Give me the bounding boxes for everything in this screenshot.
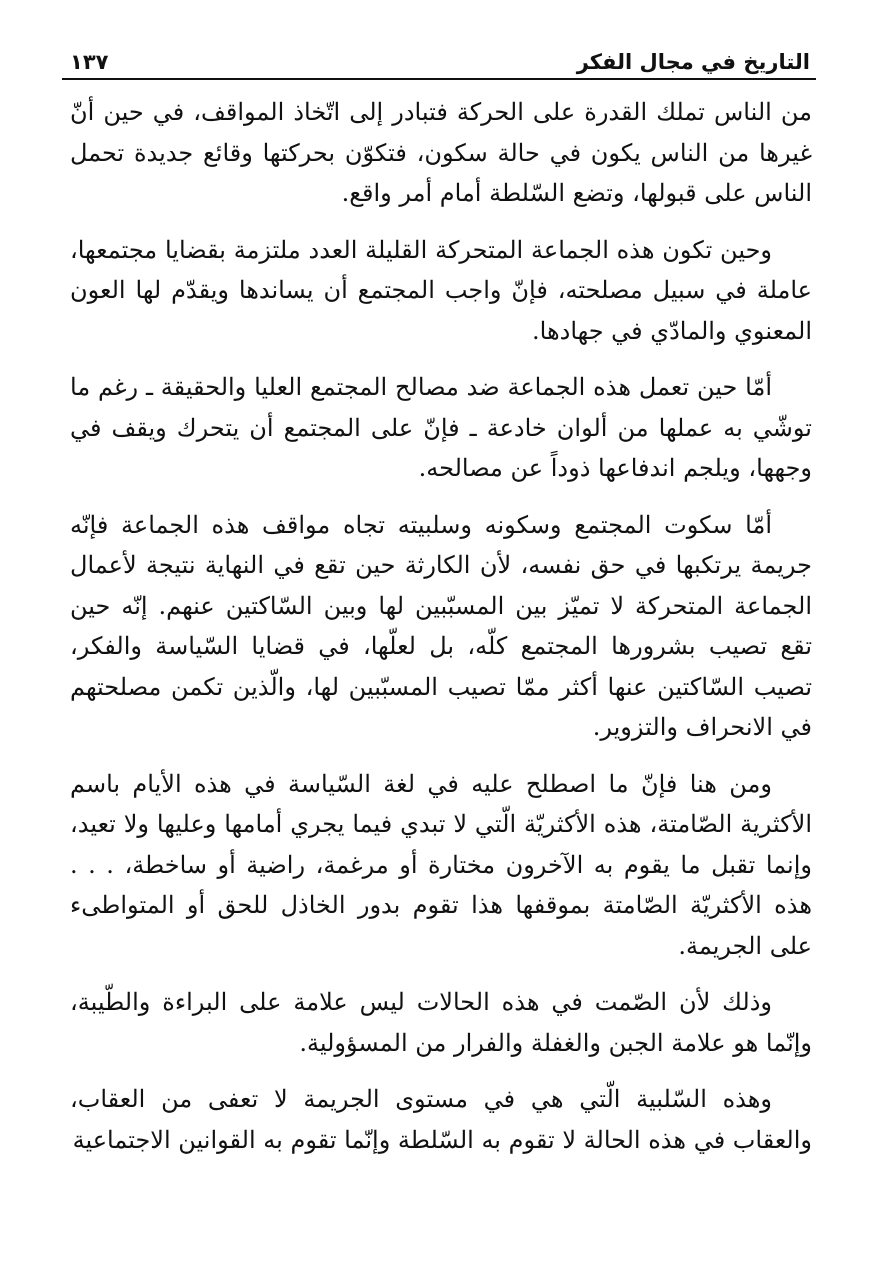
paragraph: وهذه السّلبية الّتي هي في مستوى الجريمة لا تعفى من العقاب، والعقاب في هذه الحالة لا تقوم به السّلطة وإنّما تقوم به القوانين الاجتماعية <box>70 1085 812 1154</box>
paragraph: وحين تكون هذه الجماعة المتحركة القليلة العدد ملتزمة بقضايا مجتمعها، عاملة في سبيل مصلحته، فإنّ واجب المجتمع أن يساندها ويقدّم لها العون المعنوي والمادّي في جهادها. <box>70 235 813 345</box>
running-head <box>70 30 810 74</box>
body-text <box>70 92 812 1176</box>
paragraph: ومن هنا فإنّ ما اصطلح عليه في لغة السّياسة في هذه الأيام باسم الأكثرية الصّامتة، هذه الأكثريّة الّتي لا تبدي فيما يجري أمامها وعليها ولا تعيد، وإنما تقبل ما يقوم به الآخرون مختارة أو مرغمة، راضية أو ساخطة، . . . هذه الأكثريّة الصّامتة بموقفها هذا تقوم بدور الخاذل للحق أو المتواطىء على الجريمة. <box>70 769 812 960</box>
paragraph: أمّا حين تعمل هذه الجماعة ضد مصالح المجتمع العليا والحقيقة ـ رغم ما توشّي به عملها من ألوان خادعة ـ فإنّ على المجتمع أن يتحرك ويقف في وجهها، ويلجم اندفاعها ذوداً عن مصالحه. <box>70 373 812 482</box>
paragraph: أمّا سكوت المجتمع وسكونه وسلبيته تجاه مواقف هذه الجماعة فإنّه جريمة يرتكبها في حق نفسه، لأن الكارثة حين تقع في النهاية نتيجة لأعمال الجماعة المتحركة لا تميّز بين المسبّبين لها وبين السّاكتين عنهم. إنّه حين تقع تصيب بشرورها المجتمع كلّه، بل لعلّها، في قضايا السّياسة والفكر، تصيب السّاكتين عنها أكثر ممّا تصيب المسبّبين لها، والّذين تكمن مصلحتهم في الانحراف والتزوير. <box>70 510 812 741</box>
page-number: ١٣٧ <box>70 50 109 74</box>
paragraph: من الناس تملك القدرة على الحركة فتبادر إلى اتّخاذ المواقف، في حين أنّ غيرها من الناس يكون في حالة سكون، فتكوّن بحركتها وقائع جديدة تحمل الناس على قبولها، وتضع السّلطة أمام أمر واقع. <box>70 98 812 207</box>
running-title: التاريخ في مجال الفكر <box>576 50 810 74</box>
paragraph: وذلك لأن الصّمت في هذه الحالات ليس علامة على البراءة والطّيبة، وإنّما هو علامة الجبن والغفلة والفرار من المسؤولية. <box>70 988 812 1057</box>
header-rule <box>62 78 816 80</box>
